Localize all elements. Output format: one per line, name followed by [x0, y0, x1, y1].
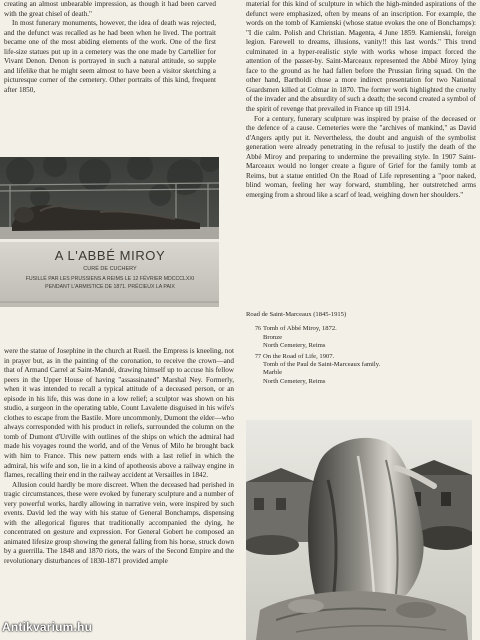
caption-line: On the Road of Life, 1907.: [263, 352, 335, 360]
caption-line: Tomb of the Paul de Saint-Marceaux family.: [263, 361, 381, 369]
paragraph: were the statue of Josephine in the church at Rueil. the Empress is kneeling, not in prayer but, as in the painting of the coronation, to receive the crown—and that of Armand Carrel at Saint-Mandé, drawing himself up to accuse his fellow peers in the Upper House of having "assassinated" Marshal Ney. Formerly, when it was intended to recall a typical attitude of a deceased person, or an episode in his life, this was done in a low relief; a sculptor was shown on his studio, a surgeon in the operating table, Count Lavalette disguised in his wife's clothes to escape from the Bastile. More uncommonly, Dumont the elder—who always corresponded with his product in reliefs, surrounded the column on the tomb of Dumont d'Urville with outlines of the ships on which the admiral had made his voyages round the world, and of the Venus of Milo he brought back with him to France. This new pattern ends with a last relief in which the admiral, his wife and son, lie in a kind of apotheosis above a railway engine in flames, recalling their end in the railway accident at Versailles in 1842.: [4, 347, 234, 480]
photo-on-the-road-of-life: [246, 420, 472, 640]
paragraph: material for this kind of sculpture in which the high-minded aspirations of the defunct were emphasized, often by means of an inscription. For example, the words on the tomb of Kamienski (whose statue evokes the one of Bonchamps): "I die calm. Polish and Christian. Magenta, 4 June 1859. Kamienski, foreign legion. Farewell to dreams, illusions, vanity!! this last words." This trend culminated in a hyper-realistic style with works whose impact forced the attention of the passer-by. Saint-Marceaux represented the Abbé Miroy lying face to the ground as he had fallen before the Prussian firing squad. On the other hand, Bartholdi chose a more indirect presentation for two National Guardsmen killed at Colmar in 1870. The former work highlighted the cruelty of the invader and the absurdity of such a death; the second created a symbol of the spirit of revenge that prevailed in France up till 1914.: [246, 0, 476, 114]
top-left-text-column: [4, 0, 216, 150]
road-of-life-illustration: [246, 420, 472, 640]
caption-line: Tomb of Abbé Miroy, 1872.: [263, 325, 337, 333]
caption-line: Bronze: [263, 333, 283, 341]
caption-item: [246, 325, 476, 350]
paragraph: creating an almost unbearable impression, as though it had been carved with the great chisel of death.": [4, 0, 216, 18]
paragraph: For a century, funerary sculpture was inspired by praise of the deceased or the defence of a cause. Cemeteries were the "archives of mankind," as David d'Angers aptly put it. Nevertheless, the doubt and anguish of the symbolist generation were already penetrating in the refusal to justify the death of the Abbé Miroy and preparing to undermine the prevailing style. In 1907 Saint-Marceaux would no longer create a figure of Grief for the family tomb at Reims, but a statue entitled On the Road of Life representing a "poor naked, blind woman, feeling her way forward, stumbling, her outstretched arms emerging from a shroud like a scarf of lead, weighing down her shoulders.": [246, 114, 476, 199]
caption-line: Marble: [263, 369, 283, 377]
watermark: Antikvarium.hu: [2, 620, 93, 634]
caption-line: North Cemetery, Reims: [263, 377, 326, 385]
tomb-miroy-illustration: [0, 157, 219, 307]
plaque-line: FUSILLÉ PAR LES PRUSSIENS A REIMS LE 12 FÉVRIER MDCCCLXXI: [25, 276, 195, 282]
caption-number: 76: [255, 326, 261, 333]
caption-line: North Cemetery, Reims: [263, 342, 326, 350]
photo-captions: [246, 311, 476, 388]
top-right-text-column: [246, 0, 476, 300]
bottom-left-text-column: [4, 347, 234, 640]
plaque-line: PENDANT L'ARMISTICE DE 1871. PRÉCIEUX LA PAIX: [45, 284, 175, 290]
photo-tomb-of-abbe-miroy: [0, 157, 219, 307]
plaque-title: A L'ABBÉ MIROY: [54, 248, 166, 263]
paragraph: Allusion could hardly be more discreet. When the deceased had perished in tragic circumstances, these were evoked by funerary sculpture and a number of very powerful works, hardly allowing in narrative vein, were inspired by such events. David led the way with his statue of General Bonchamps, dispensing with the allegorical figures that traditionally accompanied the dying, he concentrated on gesture and expression. For General Gobert he composed an animated lifesize group showing the general falling from his horse, struck down by a guerrilla. The 1848 and 1870 riots, the wars of the Second Empire and the revolutionary disturbances of 1830-1871 provided ample: [4, 480, 234, 566]
caption-item: [246, 353, 476, 387]
caption-number: 77: [255, 353, 261, 360]
paragraph: In most funerary monuments, however, the idea of death was rejected, and the defunct was recalled as he had been when he lived. The portrait became one of the most abiding elements of the work. One of the first life-size statues put up in a cemetery was the one made by Cartellier for Vivant Denon. Denon is portrayed in such a natural attitude, so supple and lifelike that he might seem almost to have been a visitor sketching a picturesque corner of the cemetery. Other portraits of this kind, frequent after 1850,: [4, 19, 216, 94]
plaque-subtitle: CURÉ DE CUCHERY: [83, 266, 137, 272]
caption-artist: Road de Saint-Marceaux (1845-1915): [246, 311, 347, 318]
